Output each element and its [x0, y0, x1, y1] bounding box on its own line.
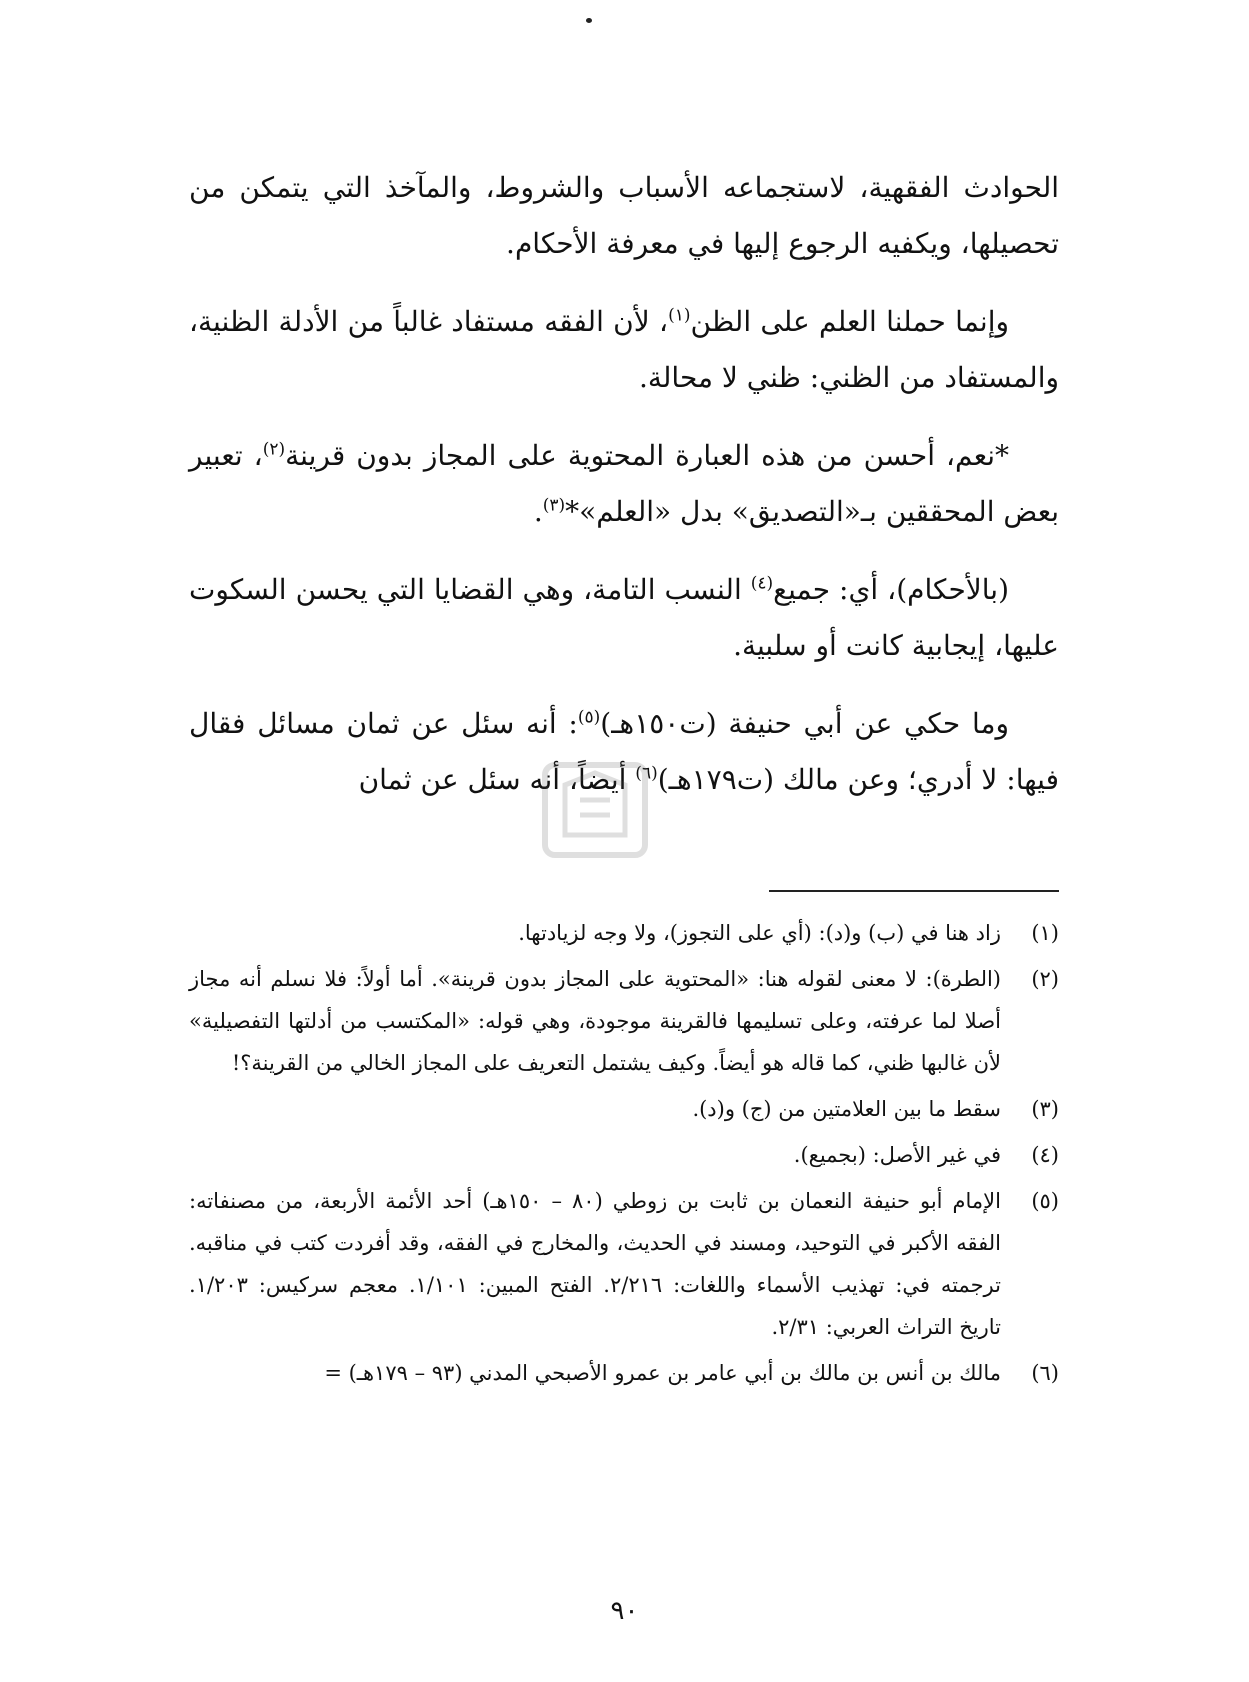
- footnote-reference: (٣): [542, 495, 566, 516]
- footnote-item: [189, 912, 1059, 954]
- scan-speck: [586, 18, 592, 23]
- paragraph-text: وما حكي عن أبي حنيفة (ت١٥٠هـ): [600, 707, 1010, 740]
- footnote-number: (٥): [1031, 1189, 1059, 1213]
- paragraph-text: الحوادث الفقهية، لاستجماعه الأسباب والشروط، والمآخذ التي يتمكن من تحصيلها، ويكفيه الرجوع إليها في معرفة الأحكام.: [189, 171, 1059, 260]
- footnote-text: (الطرة): لا معنى لقوله هنا: «المحتوية على المجاز بدون قرينة». أما أولاً: فلا نسلم أنه مجاز أصلا لما عرفته، وعلى تسليمها فالقرينة موجودة، وهي قوله: «المكتسب من أدلتها التفصيلية» لأن غالبها ظني، كما قاله هو أيضاً. وكيف يشتمل التعريف على المجاز الخالي من القرينة؟!: [189, 967, 1001, 1075]
- footnote-item: [189, 1134, 1059, 1176]
- paragraph-text: ، لأن الفقه مستفاد غالباً من الأدلة الظنية، والمستفاد من الظني: ظني لا محالة.: [189, 305, 1059, 394]
- paragraph-text: : أنه سئل عن ثمان مسائل فقال فيها: لا أدري؛ وعن مالك (ت١٧٩هـ): [189, 707, 1059, 796]
- footnote-text: مالك بن أنس بن مالك بن أبي عامر بن عمرو الأصبحي المدني (٩٣ – ١٧٩هـ) =: [324, 1361, 1001, 1385]
- footnote-number: (٦): [1031, 1361, 1059, 1385]
- paragraph-4: [189, 562, 1059, 674]
- footnote-item: [189, 1088, 1059, 1130]
- footnote-text: في غير الأصل: (بجميع).: [793, 1143, 1001, 1167]
- footnote-item: [189, 1180, 1059, 1348]
- footnote-text: سقط ما بين العلامتين من (ج) و(د).: [692, 1097, 1001, 1121]
- paragraph-1: [189, 160, 1059, 272]
- footnote-reference: (٥): [577, 707, 601, 728]
- paragraph-text: وإنما حملنا العلم على الظن: [690, 305, 1009, 338]
- footnote-text: الإمام أبو حنيفة النعمان بن ثابت بن زوطي (٨٠ – ١٥٠هـ) أحد الأئمة الأربعة، من مصنفاته: الفقه الأكبر في التوحيد، ومسند في الحديث، والمخارج في الفقه، وقد أفردت كتب في مناقبه. ترجمته في: تهذيب الأسماء واللغات: ٢/٢١٦. الفتح المبين: ١/١٠١. معجم سركيس: ١/٢٠٣. تاريخ التراث العربي: ٢/٣١.: [189, 1189, 1001, 1339]
- footnote-item: [189, 1352, 1059, 1394]
- footnote-text: زاد هنا في (ب) و(د): (أي على التجوز)، ولا وجه لزيادتها.: [518, 921, 1001, 945]
- footnotes: [189, 912, 1059, 1398]
- paragraph-text: أيضاً، أنه سئل عن ثمان: [358, 763, 636, 796]
- footnote-number: (٤): [1031, 1143, 1059, 1167]
- footnote-number: (٢): [1031, 967, 1059, 991]
- footnote-reference: (٢): [262, 439, 286, 460]
- footnote-item: [189, 958, 1059, 1084]
- library-stamp-icon: [520, 745, 670, 875]
- paragraph-3: [189, 428, 1059, 540]
- footnote-reference: (٦): [635, 763, 658, 784]
- page-number: ٩٠: [610, 1596, 639, 1626]
- paragraph-text: .: [533, 495, 543, 528]
- footnote-number: (١): [1031, 921, 1059, 945]
- paragraph-text: النسب التامة، وهي القضايا التي يحسن السكوت عليها، إيجابية كانت أو سلبية.: [189, 573, 1059, 662]
- footnote-reference: (٤): [750, 573, 774, 594]
- footnote-number: (٣): [1031, 1097, 1059, 1121]
- paragraph-text: ، تعبير بعض المحققين بـ«التصديق» بدل «العلم»*: [189, 439, 1059, 528]
- paragraph-text: *نعم، أحسن من هذه العبارة المحتوية على المجاز بدون قرينة: [285, 439, 1009, 472]
- main-text: [189, 160, 1059, 830]
- footnote-separator: [769, 890, 1059, 892]
- footnote-reference: (١): [668, 305, 691, 326]
- paragraph-2: [189, 294, 1059, 406]
- paragraph-text: (بالأحكام)، أي: جميع: [773, 573, 1009, 606]
